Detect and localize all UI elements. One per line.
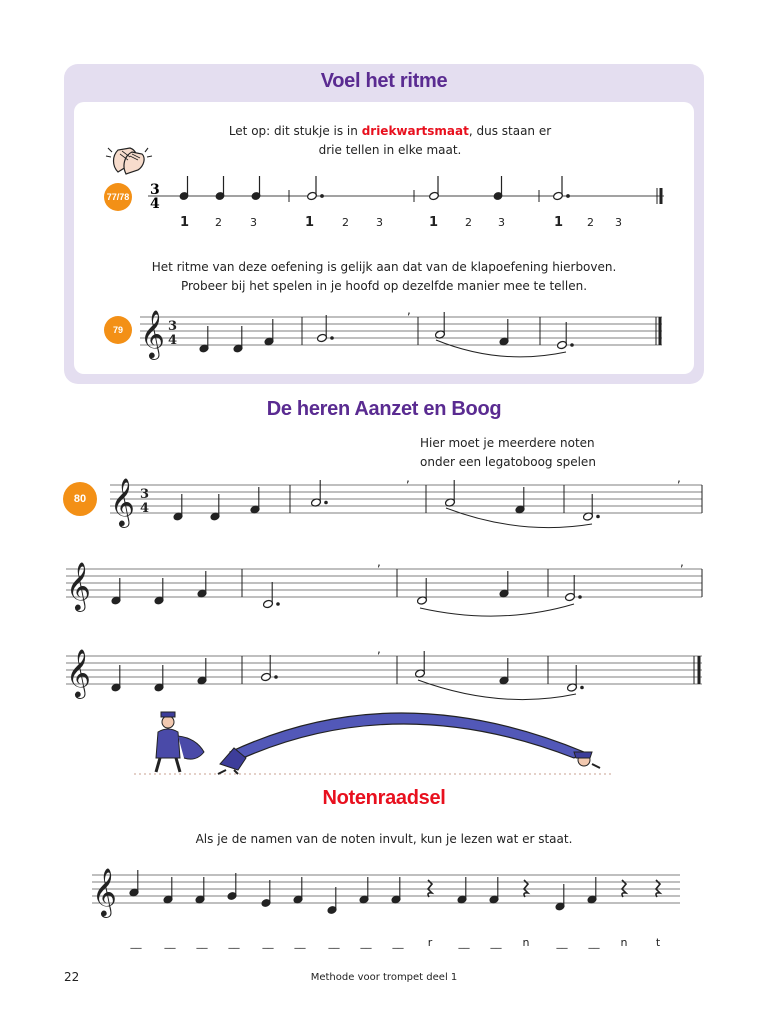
count: 3 [376,216,383,229]
breath-mark-icon: , [680,555,684,569]
answer-slot[interactable]: __ [262,936,274,949]
answer-slot[interactable]: __ [228,936,240,949]
count: 2 [215,216,222,229]
section-title-bow: De heren Aanzet en Boog [266,398,502,420]
beat-counts [180,215,622,230]
answer-slot[interactable]: __ [490,936,502,949]
rhythm-notes [179,176,661,204]
cartoon-bow-characters [134,708,614,778]
page-number: 22 [64,970,80,984]
answer-slot[interactable]: __ [196,936,208,949]
legato-slur [420,604,574,616]
answer-slot[interactable]: __ [458,936,470,949]
count: 2 [465,216,472,229]
breath-mark-icon: , [377,555,381,569]
book-title: Methode voor trompet deel 1 [310,972,458,983]
exercise-80-badge: 80 [63,482,97,516]
rest-icon [656,880,660,897]
treble-clef-icon: 𝄞 [92,867,117,916]
answer-slot: n [620,936,628,949]
answer-slot: t [655,936,661,949]
driekwartsmaat-highlight: driekwartsmaat [361,124,469,138]
riddle-instruction: Als je de namen van de noten invult, kun je lezen wat er staat. [195,832,573,846]
treble-clef-icon: 𝄞 [66,648,91,697]
count: 3 [250,216,257,229]
rhythm-line [0,170,768,230]
exercise-79-badge: 79 [104,316,132,344]
riddle-staff [0,862,768,922]
legato-slur [418,680,576,700]
boog-character-head [574,752,600,768]
aanzet-character [156,712,204,772]
breath-mark-icon: , [407,303,411,317]
treble-clef-icon: 𝄞 [66,561,91,610]
boog-arch [230,713,584,762]
staff-80-line-3 [0,642,768,712]
answer-slot: n [522,936,530,949]
treble-clef-icon: 𝄞 [110,477,135,526]
svg-text:4: 4 [140,501,150,516]
rest-icon [428,880,432,897]
count: 1 [305,215,315,230]
rest-icon [622,880,626,897]
answer-slot[interactable]: __ [130,936,142,949]
count: 2 [587,216,594,229]
answer-slot: r [427,936,433,949]
staff-79 [0,300,768,370]
answer-slot[interactable]: __ [328,936,340,949]
clap-exercise-badge: 77/78 [104,183,132,211]
answer-slot[interactable]: __ [164,936,176,949]
count: 3 [615,216,622,229]
breath-mark-icon: , [406,471,410,485]
breath-mark-icon: , [377,642,381,656]
section-title-riddle: Notenraadsel [322,787,446,809]
riddle-notes [129,870,660,914]
answer-slot[interactable]: __ [588,936,600,949]
rhythm-explanation: Het ritme van deze oefening is gelijk aan dat van de klapoefening hierboven. Probeer bij het spelen in je hoofd op dezelfde manier mee te tellen. [151,260,617,293]
breath-mark-icon: , [677,471,681,485]
count: 1 [429,215,439,230]
staff-80-line-1 [0,470,768,540]
count: 2 [342,216,349,229]
svg-text:3: 3 [168,319,178,334]
svg-text:4: 4 [168,333,178,348]
count: 1 [554,215,564,230]
staff-80-line-2 [0,556,768,626]
count: 3 [498,216,505,229]
time-sig-top: 3 [150,182,160,198]
count: 1 [180,215,190,230]
svg-text:3: 3 [140,487,150,502]
answer-slot[interactable]: __ [392,936,404,949]
treble-clef-icon: 𝄞 [140,309,165,358]
riddle-answers [0,930,768,954]
answer-slot[interactable]: __ [360,936,372,949]
rhythm-intro: Let op: dit stukje is in driekwartsmaat, dus staan er drie tellen in elke maat. [228,124,552,157]
answer-slot[interactable]: __ [294,936,306,949]
time-sig-bottom: 4 [150,196,160,212]
legato-hint: Hier moet je meerdere noten onder een legatoboog spelen [420,436,596,469]
section-title-rhythm: Voel het ritme [320,70,448,92]
answer-slot[interactable]: __ [556,936,568,949]
rest-icon [524,880,528,897]
